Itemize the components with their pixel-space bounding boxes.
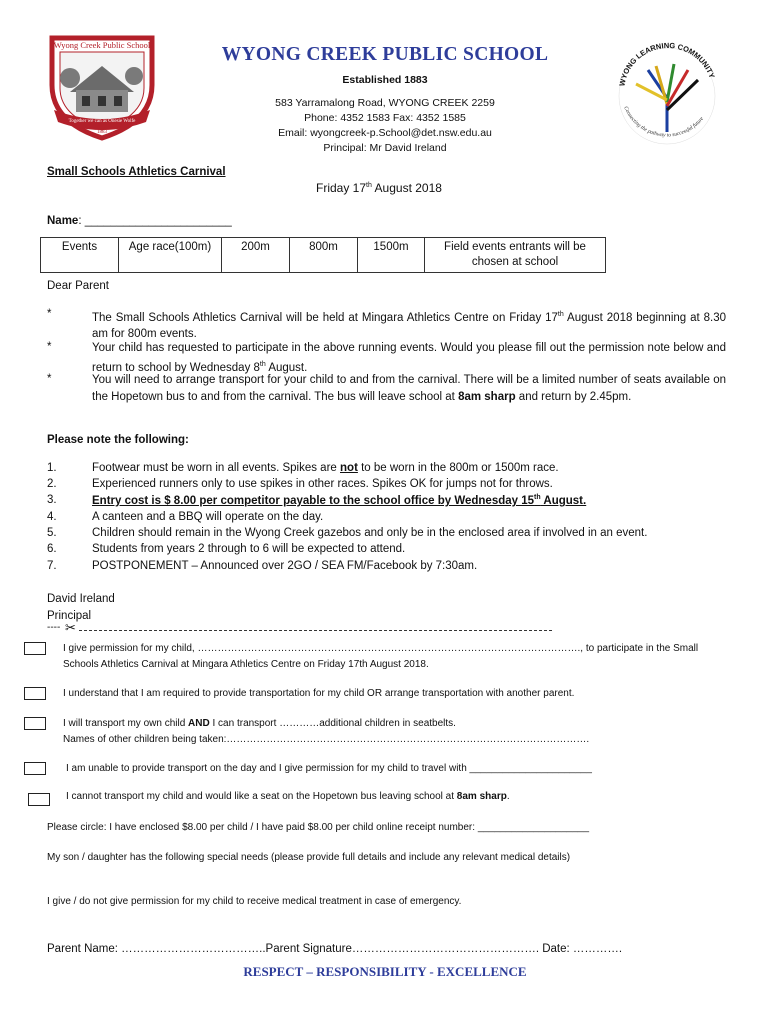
learning-community-logo	[608, 40, 726, 150]
school-principal: Principal: Mr David Ireland	[323, 142, 447, 154]
note-text: Children should remain in the Wyong Creek gazebos and only be in the enclosed area if involved in an event.	[92, 527, 648, 539]
note-text: Entry cost is $ 8.00 per competitor payable to the school office by Wednesday 15th August.	[92, 494, 587, 507]
notes-heading: Please note the following:	[47, 434, 189, 446]
note-number: 2.	[47, 478, 57, 490]
signoff-role: Principal	[47, 610, 92, 622]
footer-motto: RESPECT – RESPONSIBILITY - EXCELLENCE	[243, 964, 527, 979]
cut-line: ---- ✂	[47, 624, 552, 636]
salutation: Dear Parent	[47, 280, 110, 292]
permission-text-1: I give permission for my child, ……………………………………………………………………………………………………., to participate in the Small Schools Athletics Carnival at Mingara Athletics Centre on Friday 17th August 2018.	[63, 643, 699, 670]
note-number: 6.	[47, 543, 57, 555]
bullet-text: The Small Schools Athletics Carnival will be held at Mingara Athletics Centre on Friday 17th August 2018 beginning at 8.30 am for 800m events.	[92, 311, 726, 341]
note-number: 7.	[47, 560, 57, 572]
table-cell: 1500m	[358, 238, 425, 273]
payment-circle-line[interactable]: Please circle: I have enclosed $8.00 per child / I have paid $8.00 per child online receipt number: ____________________	[47, 822, 590, 833]
signature-line[interactable]: Parent Name: ………………………………..Parent Signature…………………………………………. Date: ………….	[47, 943, 623, 955]
note-number: 3.	[47, 494, 57, 506]
note-text: Experienced runners only to use spikes in other races. Spikes OK for jumps not for throws.	[92, 478, 553, 490]
bullet-marker: *	[47, 341, 52, 353]
bullet-text: You will need to arrange transport for your child to and from the carnival. There will be a limited number of seats available on the Hopetown bus to and from the carnival. The bus will leave school at 8am sharp and return by 2.45pm.	[92, 374, 726, 403]
bullet-marker: *	[47, 373, 52, 385]
note-number: 5.	[47, 527, 57, 539]
permission-text-4: I am unable to provide transport on the day and I give permission for my child to travel with ______________________	[66, 763, 592, 774]
established-line: Established 1883	[342, 74, 428, 86]
table-row	[41, 238, 606, 273]
table-cell: 800m	[290, 238, 358, 273]
special-needs-line: My son / daughter has the following special needs (please provide full details and include any relevant medical details)	[47, 852, 571, 863]
note-text: A canteen and a BBQ will operate on the day.	[92, 511, 324, 523]
note-number: 4.	[47, 511, 57, 523]
table-cell: Field events entrants will be chosen at school	[425, 238, 606, 273]
note-number: 1.	[47, 462, 57, 474]
note-text: POSTPONEMENT – Announced over 2GO / SEA FM/Facebook by 7:30am.	[92, 560, 478, 572]
permission-checkbox-3[interactable]	[24, 717, 46, 730]
bullet-marker: *	[47, 308, 52, 320]
school-email: Email: wyongcreek-p.School@det.nsw.edu.au	[278, 127, 492, 139]
note-text: Footwear must be worn in all events. Spikes are not to be worn in the 800m or 1500m race.	[92, 462, 559, 474]
permission-text-3: I will transport my own child AND I can transport …………additional children in seatbelts. Names of other children being taken:……………………………………………………………………………………………….	[63, 718, 590, 745]
permission-checkbox-1[interactable]	[24, 642, 46, 655]
bullet-text: Your child has requested to participate in the above running events. Would you please fill out the permission note below and return to school by Wednesday 8th August.	[92, 342, 726, 374]
svg-text:1883: 1883	[97, 130, 107, 135]
table-cell: Events	[41, 238, 119, 273]
note-text: Students from years 2 through to 6 will be expected to attend.	[92, 543, 406, 555]
permission-checkbox-2[interactable]	[24, 687, 46, 700]
svg-text:Wyong Creek Public School: Wyong Creek Public School	[53, 40, 151, 50]
svg-text:Connecting the pathway to succ: Connecting the pathway to successful future	[622, 105, 706, 139]
school-title: WYONG CREEK PUBLIC SCHOOL	[221, 44, 549, 65]
school-crest-logo	[42, 30, 162, 142]
svg-text:WYONG LEARNING COMMUNITY: WYONG LEARNING COMMUNITY	[617, 40, 717, 87]
table-cell: 200m	[222, 238, 290, 273]
school-phone: Phone: 4352 1583 Fax: 4352 1585	[304, 112, 466, 124]
permission-text-5: I cannot transport my child and would like a seat on the Hopetown bus leaving school at 8am sharp.	[66, 791, 510, 802]
permission-checkbox-5[interactable]	[28, 793, 50, 806]
school-address: 583 Yarramalong Road, WYONG CREEK 2259	[275, 97, 495, 109]
name-field[interactable]: Name: _______________________	[47, 215, 232, 227]
medical-permission-line[interactable]: I give / do not give permission for my child to receive medical treatment in case of emergency.	[47, 896, 462, 907]
signoff-name: David Ireland	[47, 593, 115, 605]
scissors-icon: ✂	[65, 620, 76, 635]
event-date: Friday 17th August 2018	[316, 181, 442, 195]
events-table	[40, 237, 606, 273]
carnival-heading: Small Schools Athletics Carnival	[47, 166, 226, 178]
svg-text:Together we can as Onesie Wolf: Together we can as Onesie Wolfe	[68, 119, 136, 124]
table-cell: Age race(100m)	[119, 238, 222, 273]
permission-checkbox-4[interactable]	[24, 762, 46, 775]
permission-text-2: I understand that I am required to provide transportation for my child OR arrange transportation with another parent.	[63, 688, 575, 699]
